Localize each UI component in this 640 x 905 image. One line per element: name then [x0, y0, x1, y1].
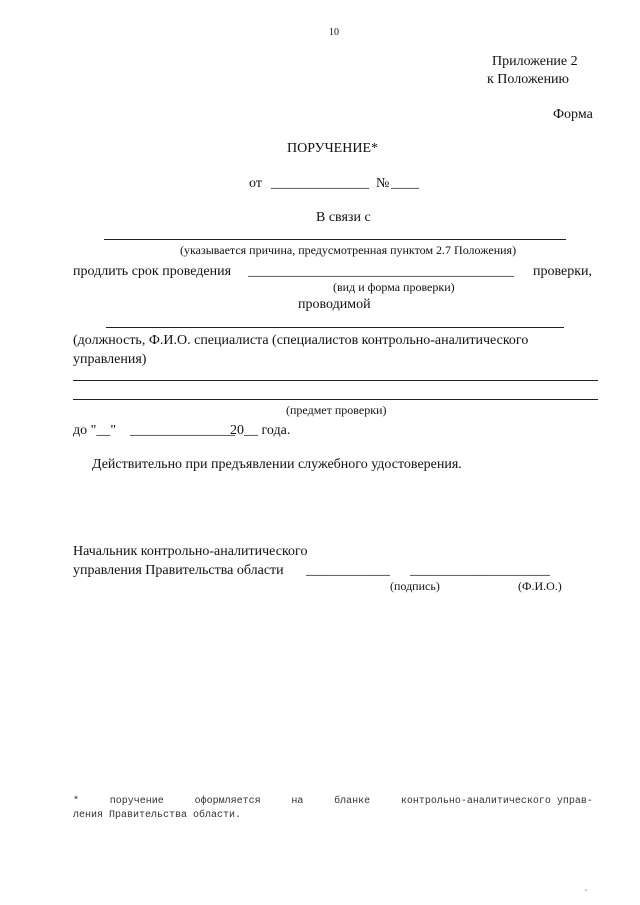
conducted-label: проводимой: [298, 297, 371, 312]
page-number: 10: [329, 27, 339, 38]
signer-title-line-1: Начальник контрольно-аналитического: [73, 544, 308, 559]
footnote-asterisk: *: [73, 796, 80, 807]
appendix-line-1: Приложение 2: [492, 54, 578, 69]
deadline-month-blank: _______________: [130, 423, 235, 438]
subject-line-2: [73, 399, 598, 400]
extend-prefix: продлить срок проведения: [73, 264, 232, 279]
subject-line-1: [73, 380, 598, 381]
inspection-type-caption: (вид и форма проверки): [333, 280, 455, 294]
extend-suffix: проверки,: [533, 264, 593, 279]
signer-title-line-2: управления Правительства области: [73, 563, 284, 578]
reason-intro: В связи с: [316, 210, 371, 225]
footnote-word: оформляется: [194, 796, 261, 807]
validity-note: Действительно при предъявлении служебного удостоверения.: [92, 457, 462, 472]
appendix-line-2: к Положению: [487, 72, 570, 87]
footnote-word: поручение: [109, 796, 164, 807]
document-title: ПОРУЧЕНИЕ*: [287, 141, 378, 156]
deadline-year: 20__ года.: [230, 423, 291, 438]
name-blank: ____________________: [410, 563, 550, 578]
scan-speck: [585, 889, 587, 891]
name-caption: (Ф.И.О.): [518, 579, 562, 593]
footnote-word: на: [291, 796, 304, 807]
reason-caption: (указывается причина, предусмотренная пунктом 2.7 Положения): [180, 243, 517, 257]
signature-caption: (подпись): [390, 579, 440, 593]
footnote: [73, 795, 593, 823]
deadline-day: до "__": [73, 423, 117, 438]
form-label: Форма: [553, 107, 593, 122]
number-blank: ____: [391, 176, 419, 191]
specialist-caption-line-2: управления): [73, 352, 147, 367]
date-blank: ______________: [271, 176, 369, 191]
footnote-word: контрольно-аналитического управ-: [400, 796, 593, 807]
footnote-word: бланке: [334, 796, 371, 807]
number-sign: №: [376, 176, 390, 191]
footnote-line-2: [73, 809, 593, 823]
specialist-caption-line-1: (должность, Ф.И.О. специалиста (специалистов контрольно-аналитического: [73, 333, 529, 348]
subject-caption: (предмет проверки): [286, 403, 387, 417]
footnote-continuation: ления Правительства области.: [73, 810, 242, 821]
footnote-line-1: [73, 795, 593, 809]
date-from-label: от: [249, 176, 262, 191]
signature-blank: ____________: [306, 563, 390, 578]
reason-line: [104, 239, 566, 240]
specialist-line: [106, 327, 564, 328]
extend-blank: ______________________________________: [248, 264, 514, 279]
